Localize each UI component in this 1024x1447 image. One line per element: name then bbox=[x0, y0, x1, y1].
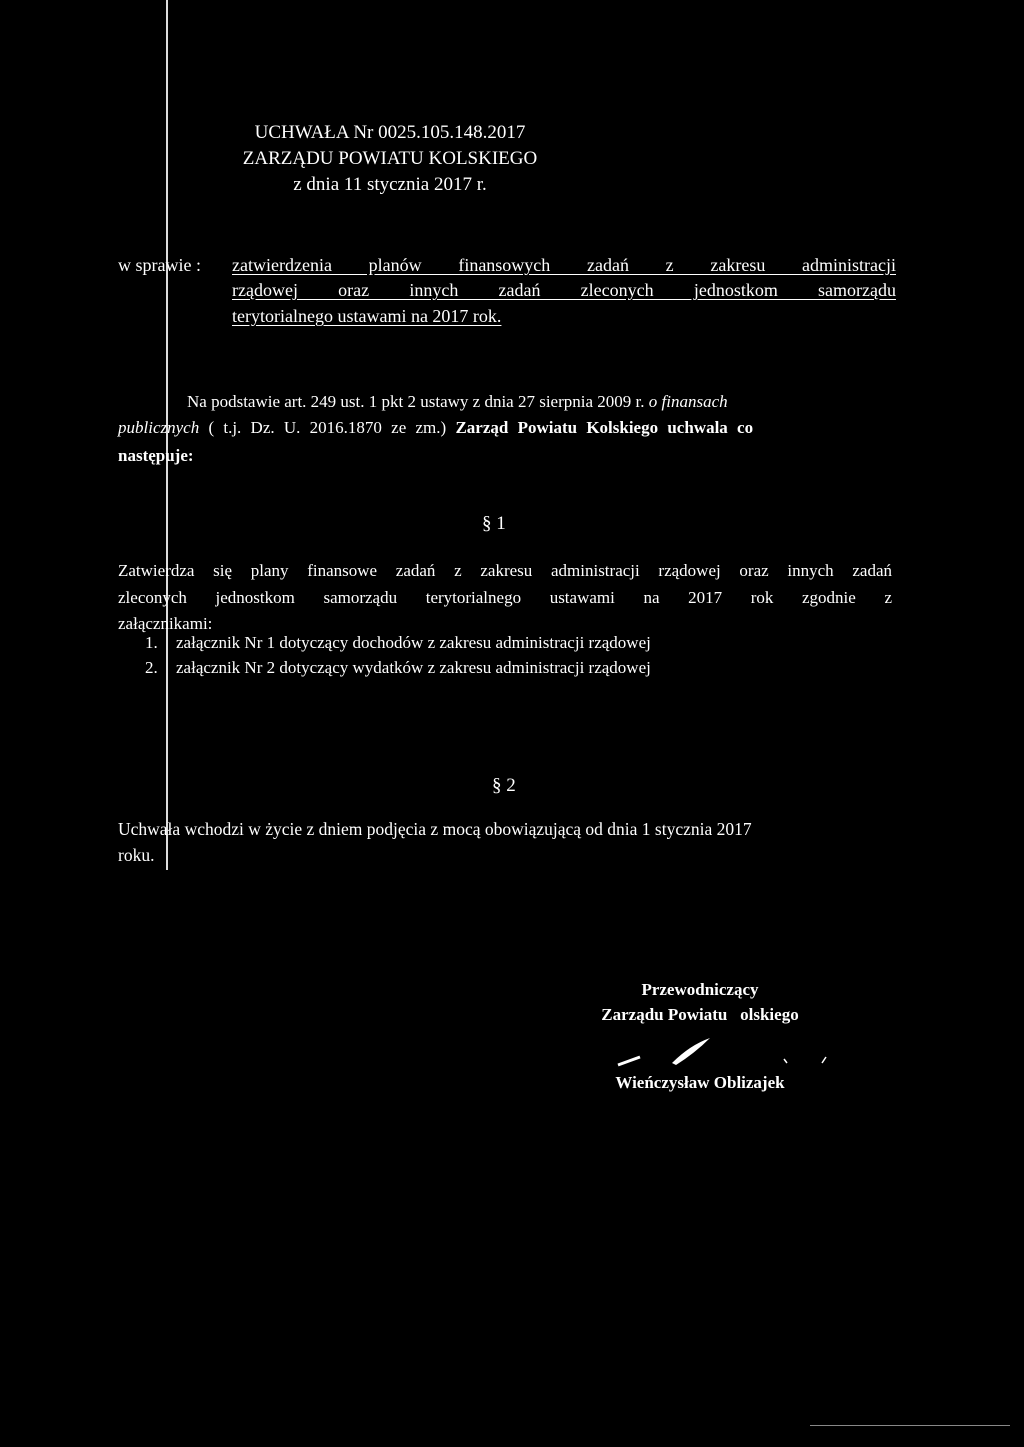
section-2-heading: § 2 bbox=[492, 775, 516, 796]
section-1-heading: § 1 bbox=[482, 513, 506, 534]
subject-line: rządowej oraz innych zadań zleconych jednostkom samorządu bbox=[232, 280, 896, 300]
list-item-number: 2. bbox=[145, 658, 158, 677]
list-item-number: 1. bbox=[145, 633, 158, 652]
footer-rule bbox=[810, 1425, 1010, 1426]
list-item-text: załącznik Nr 1 dotyczący dochodów z zakresu administracji rządowej bbox=[176, 633, 651, 652]
preamble-act-title: publicznych bbox=[118, 418, 200, 437]
preamble-citation: ( t.j. Dz. U. 2016.1870 ze zm.) bbox=[208, 418, 447, 437]
resolution-date: z dnia 11 stycznia 2017 r. bbox=[293, 174, 487, 195]
section-1-line: załącznikami: bbox=[118, 614, 213, 633]
section-2-line: roku. bbox=[118, 845, 155, 865]
preamble-line bbox=[118, 417, 753, 439]
preamble-line: następuje: bbox=[118, 446, 194, 465]
signatory-name: Wieńczysław Oblizajek bbox=[615, 1073, 785, 1092]
preamble-line bbox=[187, 391, 728, 413]
preamble-decision: Zarząd Powiatu Kolskiego uchwala co bbox=[455, 418, 754, 437]
preamble-act-title: o finansach bbox=[648, 392, 728, 411]
handwritten-signature bbox=[600, 1035, 830, 1070]
subject-label: w sprawie : bbox=[118, 255, 201, 275]
section-1-line: Zatwierdza się plany finansowe zadań z zakresu administracji rządowej oraz innych zadań bbox=[118, 561, 892, 580]
section-1-line: zleconych jednostkom samorządu terytorialnego ustawami na 2017 rok zgodnie z bbox=[118, 588, 892, 607]
subject-line: terytorialnego ustawami na 2017 rok. bbox=[232, 306, 502, 326]
resolution-issuer: ZARZĄDU POWIATU KOLSKIEGO bbox=[242, 148, 538, 169]
preamble-text: Na podstawie art. 249 ust. 1 pkt 2 ustawy z dnia 27 sierpnia 2009 r. bbox=[187, 392, 645, 411]
resolution-title: UCHWAŁA Nr 0025.105.148.2017 bbox=[254, 122, 526, 143]
subject-line: zatwierdzenia planów finansowych zadań z zakresu administracji bbox=[232, 255, 896, 275]
signatory-body: Zarządu Powiatu olskiego bbox=[601, 1005, 799, 1024]
section-2-line: Uchwała wchodzi w życie z dniem podjęcia z mocą obowiązującą od dnia 1 stycznia 2017 bbox=[118, 819, 752, 839]
list-item-text: załącznik Nr 2 dotyczący wydatków z zakresu administracji rządowej bbox=[176, 658, 651, 677]
signatory-role: Przewodniczący bbox=[641, 980, 759, 999]
